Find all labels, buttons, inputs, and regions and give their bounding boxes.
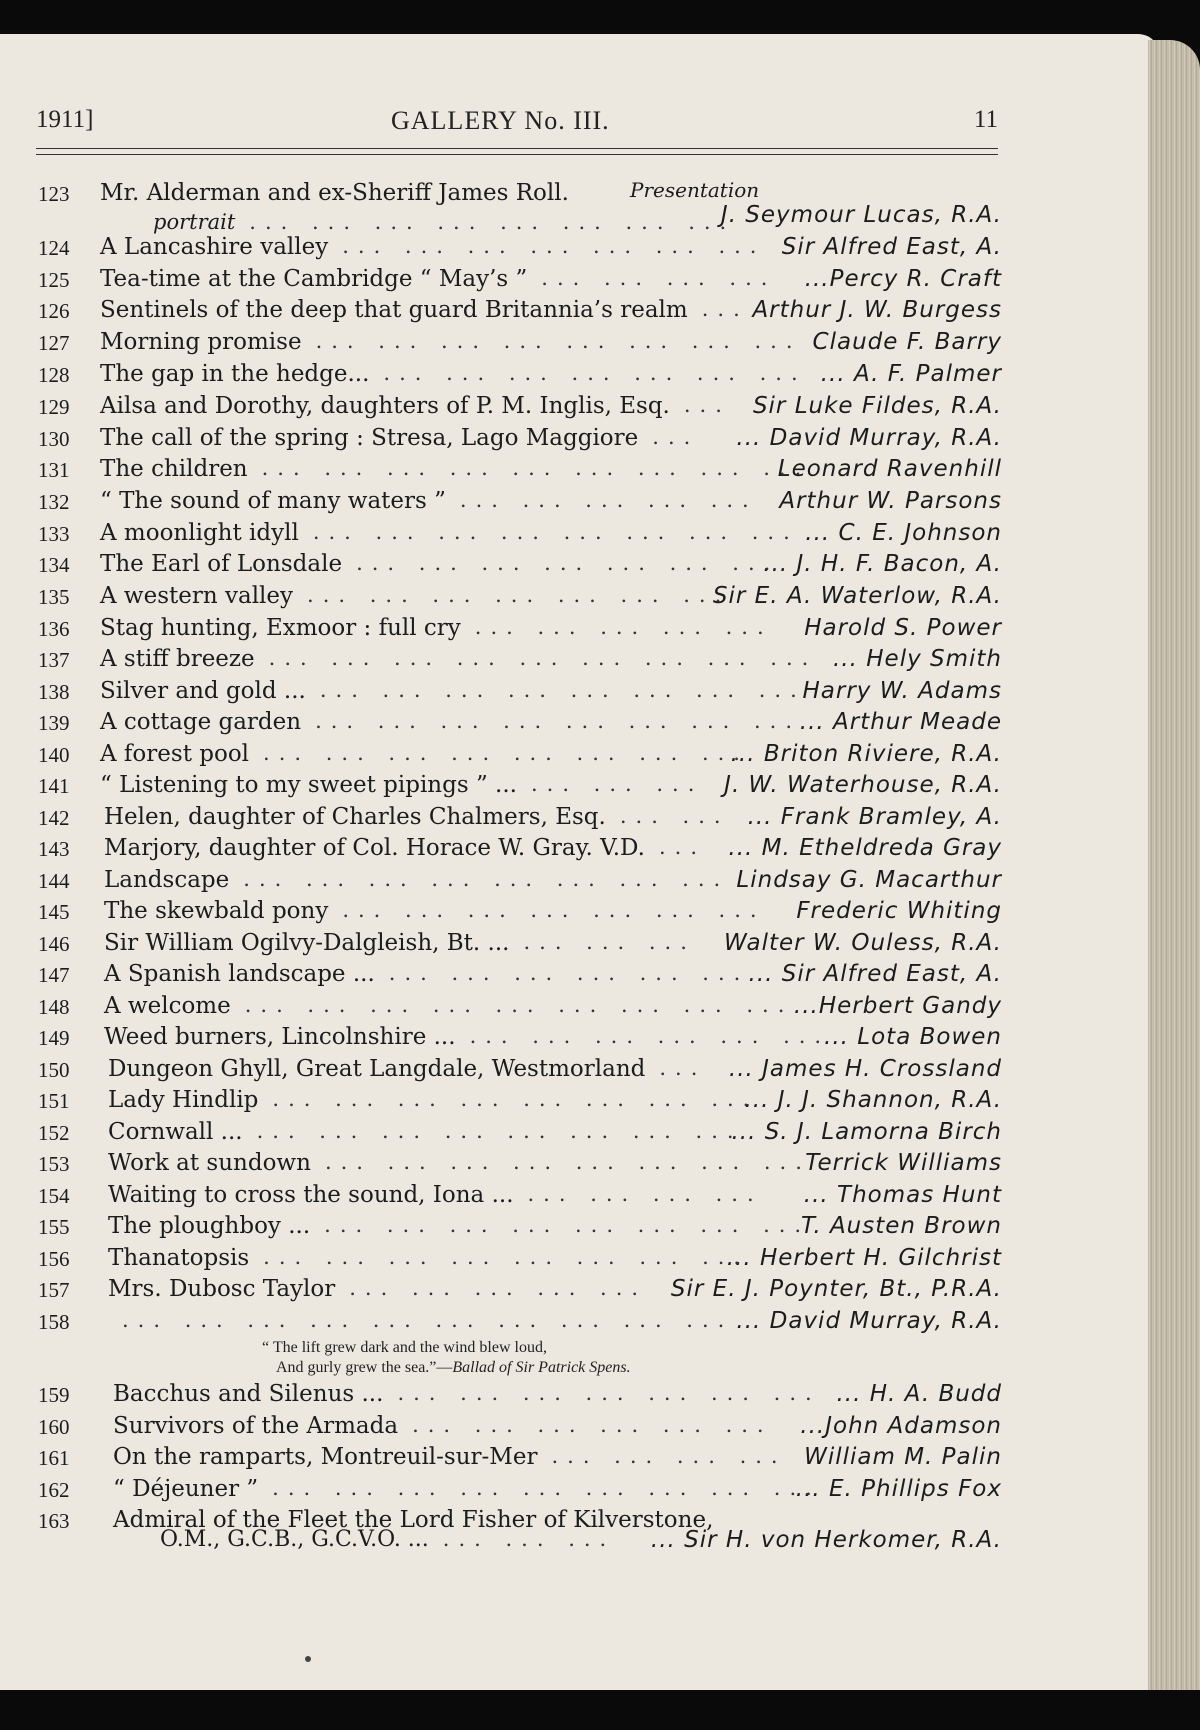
catalogue-entry [38, 329, 1002, 359]
entry-title: Morning promise [100, 329, 302, 355]
catalogue-entry [38, 898, 1002, 928]
leader-dots: ... ... ... ... ... ... ... ... [315, 329, 802, 353]
entry-artist: ... Herbert H. Gilchrist [726, 1245, 1002, 1271]
entry-artist: ... James H. Crossland [728, 1056, 1002, 1082]
entry-artist: ... C. E. Johnson [805, 520, 1002, 546]
entry-artist: Walter W. Ouless, R.A. [724, 930, 1002, 956]
entry-title: A Spanish landscape ... [104, 961, 375, 987]
leader-dots: ... [652, 425, 700, 449]
entry-title: Bacchus and Silenus ... [113, 1381, 384, 1407]
entry-title: The call of the spring : Stresa, Lago Maggiore [100, 425, 639, 451]
entry-artist: ... Arthur Meade [799, 709, 1002, 735]
entry-title: Landscape [104, 867, 230, 893]
leader-dots: ... ... ... ... ... ... ... ... ... [272, 1476, 821, 1500]
catalogue-entry [38, 456, 1002, 486]
entry-artist: ... David Murray, R.A. [736, 1308, 1002, 1334]
entry-note: Presentation [630, 178, 760, 202]
catalogue-entry [38, 1119, 1002, 1149]
entry-title: A moonlight idyll [100, 520, 299, 546]
leader-dots: ... ... ... ... [541, 266, 777, 290]
entry-title: Sir William Ogilvy-Dalgleish, Bt. ... [104, 930, 510, 956]
leader-dots: ... ... ... ... ... ... ... ... [272, 1087, 759, 1111]
leader-dots: ... ... ... ... ... ... ... ... [263, 741, 749, 765]
entry-artist: ... J. H. F. Bacon, A. [763, 551, 1002, 577]
leader-dots: ... ... ... ... ... ... ... [307, 583, 731, 607]
leader-dots: ... [701, 297, 749, 321]
entry-number: 134 [38, 553, 70, 577]
leader-dots: ... ... ... ... ... ... [412, 1413, 773, 1437]
entry-number: 149 [38, 1026, 70, 1050]
entry-number: 125 [38, 268, 70, 292]
entry-artist: ... M. Etheldreda Gray [728, 835, 1002, 861]
leader-dots: ... ... ... ... ... ... ... ... [312, 520, 799, 544]
entry-title: “ The sound of many waters ” [100, 488, 446, 514]
catalogue-entry [38, 1413, 1002, 1443]
leader-dots: ... [658, 835, 706, 859]
entry-title: On the ramparts, Montreuil-sur-Mer [113, 1444, 538, 1470]
entry-title: Stag hunting, Exmoor : full cry [100, 615, 461, 641]
entry-number: 157 [38, 1278, 70, 1302]
leader-dots: ... ... ... ... ... ... ... ... [324, 1150, 811, 1174]
leader-dots: ... ... ... ... ... ... ... ... [249, 210, 736, 234]
leader-dots: ... ... ... [442, 1527, 616, 1551]
entry-title: Admiral of the Fleet the Lord Fisher of Kilverstone, [113, 1507, 714, 1533]
entry-subtitle: portrait [153, 210, 236, 234]
catalogue-entry [38, 1245, 1002, 1275]
catalogue-entry [38, 1507, 1002, 1553]
catalogue-entry [38, 1150, 1002, 1180]
header-title: GALLERY No. III. [391, 106, 610, 135]
entry-number: 136 [38, 617, 70, 641]
catalogue-entry [38, 993, 1002, 1023]
leader-dots: ... ... ... ... ... ... ... ... [324, 1213, 811, 1237]
entry-title: Dungeon Ghyll, Great Langdale, Westmorland [108, 1056, 646, 1082]
entry-number: 138 [38, 680, 70, 704]
entry-number: 140 [38, 743, 70, 767]
entry-subtitle: O.M., G.C.B., G.C.V.O. ... [160, 1527, 429, 1552]
entry-artist: Terrick Williams [805, 1150, 1002, 1176]
entry-artist: Harry W. Adams [802, 678, 1002, 704]
entry-artist: ...Herbert Gandy [793, 993, 1002, 1019]
catalogue-entry [38, 709, 1002, 739]
leader-dots: ... ... ... ... ... ... ... ... ... [268, 646, 818, 670]
entry-number: 135 [38, 585, 70, 609]
header-rule [36, 148, 998, 155]
entry-artist: ... J. J. Shannon, R.A. [744, 1087, 1002, 1113]
entry-title: Mr. Alderman and ex-Sheriff James Roll. [100, 180, 569, 206]
entry-number: 132 [38, 490, 70, 514]
entry-number: 124 [38, 236, 70, 260]
entry-artist: Lindsay G. Macarthur [736, 867, 1002, 893]
leader-dots: ... ... ... ... ... ... [388, 961, 750, 985]
entry-artist: ... S. J. Lamorna Birch [731, 1119, 1002, 1145]
catalogue-entry [38, 1476, 1002, 1506]
entry-artist: ... Sir H. von Herkomer, R.A. [650, 1527, 1002, 1553]
entry-artist: William M. Palin [804, 1444, 1002, 1470]
entry-title: Work at sundown [108, 1150, 311, 1176]
leader-dots: ... ... ... ... ... ... ... ... ... [244, 993, 794, 1017]
entry-artist: ... H. A. Budd [836, 1381, 1002, 1407]
entry-number: 133 [38, 522, 70, 546]
entry-number: 159 [38, 1383, 70, 1407]
leader-dots: ... ... ... [523, 930, 696, 954]
leader-dots: ... ... ... ... [551, 1444, 787, 1468]
leader-dots: ... [659, 1056, 707, 1080]
page-number: 11 [973, 106, 998, 133]
entry-artist: ...Percy R. Craft [804, 266, 1002, 292]
quote-block [262, 1338, 712, 1378]
entry-number: 131 [38, 458, 70, 482]
entry-title: “ Déjeuner ” [113, 1476, 259, 1502]
catalogue-entry [38, 1308, 1002, 1338]
catalogue-entry [38, 615, 1002, 645]
entry-number: 155 [38, 1215, 70, 1239]
catalogue-entry [38, 488, 1002, 518]
entry-artist: Sir E. J. Poynter, Bt., P.R.A. [670, 1276, 1002, 1302]
entry-artist: ... Frank Bramley, A. [747, 804, 1002, 830]
leader-dots: ... ... ... ... [527, 1182, 763, 1206]
entry-number: 143 [38, 837, 70, 861]
entry-number: 147 [38, 963, 70, 987]
leader-dots: ... ... ... ... ... ... ... ... [319, 678, 806, 702]
entry-title: Thanatopsis [108, 1245, 250, 1271]
entry-title: Lady Hindlip [108, 1087, 259, 1113]
entry-artist: ... Hely Smith [833, 646, 1002, 672]
catalogue-entry [38, 835, 1002, 865]
catalogue-entry [38, 178, 1002, 234]
catalogue-entry [38, 772, 1002, 802]
catalogue-entry [38, 297, 1002, 327]
catalogue-entry [38, 804, 1002, 834]
entry-number: 158 [38, 1310, 70, 1334]
catalogue-entry [38, 1213, 1002, 1243]
entry-title: Survivors of the Armada [113, 1413, 399, 1439]
entry-artist: ... E. Phillips Fox [795, 1476, 1002, 1502]
leader-dots: ... ... ... ... ... ... ... ... [315, 709, 802, 733]
catalogue-entry [38, 361, 1002, 391]
catalogue-entry [38, 266, 1002, 296]
entry-number: 156 [38, 1247, 70, 1271]
leader-dots: ... ... ... ... ... ... ... [397, 1381, 821, 1405]
catalogue-entry [38, 646, 1002, 676]
entry-title: A welcome [104, 993, 231, 1019]
catalogue-entry [38, 1444, 1002, 1474]
entry-artist: ... Briton Riviere, R.A. [730, 741, 1002, 767]
entry-number: 144 [38, 869, 70, 893]
catalogue-entry [38, 930, 1002, 960]
entry-number: 129 [38, 395, 70, 419]
leader-dots: ... ... ... ... ... ... ... ... [256, 1119, 743, 1143]
entry-artist: ... Lota Bowen [824, 1024, 1002, 1050]
entry-artist: ...John Adamson [800, 1413, 1002, 1439]
entry-number: 142 [38, 806, 70, 830]
leader-dots: ... ... [619, 804, 730, 828]
entry-number: 151 [38, 1089, 70, 1113]
leader-dots: ... ... ... ... ... ... ... ... [243, 867, 730, 891]
entry-artist: Harold S. Power [804, 615, 1002, 641]
catalogue-entry [38, 234, 1002, 264]
catalogue-entry [38, 741, 1002, 771]
entry-title: The skewbald pony [104, 898, 329, 924]
entry-number: 145 [38, 900, 70, 924]
entry-artist: Leonard Ravenhill [777, 456, 1002, 482]
leader-dots: ... ... ... ... ... ... ... [383, 361, 807, 385]
catalogue-entry [38, 1381, 1002, 1411]
leader-dots: ... ... ... ... ... [474, 615, 773, 639]
catalogue-entry [38, 867, 1002, 897]
entry-title: A cottage garden [100, 709, 302, 735]
entry-artist: ... A. F. Palmer [820, 361, 1002, 387]
catalogue-entry [38, 1182, 1002, 1212]
entry-artist: Arthur J. W. Burgess [752, 297, 1002, 323]
entry-number: 161 [38, 1446, 70, 1470]
entry-number: 123 [38, 182, 70, 206]
entry-title: The gap in the hedge... [100, 361, 370, 387]
entry-title: Marjory, daughter of Col. Horace W. Gray. V.D. [104, 835, 645, 861]
entry-title: Helen, daughter of Charles Chalmers, Esq. [104, 804, 606, 830]
entry-title: The Earl of Lonsdale [100, 551, 343, 577]
entry-title: Mrs. Dubosc Taylor [108, 1276, 336, 1302]
leader-dots: ... ... ... ... ... ... ... [342, 234, 766, 258]
leader-dots: ... ... ... ... ... ... ... [356, 551, 780, 575]
leader-dots: ... ... ... ... ... ... ... [342, 898, 766, 922]
running-head [36, 106, 998, 142]
entry-title: A forest pool [100, 741, 250, 767]
entry-artist: T. Austen Brown [801, 1213, 1002, 1239]
entry-artist: Frederic Whiting [796, 898, 1002, 924]
catalogue-entry [38, 1056, 1002, 1086]
catalogue-entry [38, 678, 1002, 708]
entry-number: 162 [38, 1478, 70, 1502]
catalogue-entry [38, 425, 1002, 455]
entry-number: 154 [38, 1184, 70, 1208]
entry-number: 160 [38, 1415, 70, 1439]
entry-artist: ... David Murray, R.A. [736, 425, 1002, 451]
entry-artist: ... Sir Alfred East, A. [748, 961, 1002, 987]
entry-title: Tea-time at the Cambridge “ May’s ” [100, 266, 528, 292]
entry-artist: J. W. Waterhouse, R.A. [724, 772, 1002, 798]
entry-number: 141 [38, 774, 70, 798]
entry-artist: ... Thomas Hunt [803, 1182, 1002, 1208]
entry-number: 137 [38, 648, 70, 672]
ink-smudge [305, 1656, 311, 1662]
entry-artist: Sir Alfred East, A. [781, 234, 1002, 260]
leader-dots: ... ... ... [530, 772, 704, 796]
entry-number: 148 [38, 995, 70, 1019]
entry-title: “ Listening to my sweet pipings ” ... [100, 772, 517, 798]
entry-title: Ailsa and Dorothy, daughters of P. M. Inglis, Esq. [100, 393, 670, 419]
header-year: 1911] [36, 106, 94, 133]
entry-number: 126 [38, 299, 70, 323]
entry-number: 146 [38, 932, 70, 956]
entry-artist: Claude F. Barry [812, 329, 1002, 355]
leader-dots: ... ... ... ... ... ... [469, 1024, 831, 1048]
page-edges [1148, 40, 1200, 1690]
leader-dots: ... ... ... ... ... ... ... ... [263, 1245, 750, 1269]
leader-dots: ... ... ... ... ... [349, 1276, 648, 1300]
entry-number: 139 [38, 711, 70, 735]
catalogue-entry [38, 393, 1002, 423]
entry-number: 130 [38, 427, 70, 451]
entry-title: Silver and gold ... [100, 678, 306, 704]
entry-number: 128 [38, 363, 70, 387]
catalogue-entry [38, 583, 1002, 613]
entry-artist: Sir Luke Fildes, R.A. [752, 393, 1002, 419]
leader-dots: ... [683, 393, 731, 417]
quote-line-2: And gurly grew the sea.”— [276, 1359, 453, 1376]
entry-title: Waiting to cross the sound, Iona ... [108, 1182, 514, 1208]
entry-title: The children [100, 456, 248, 482]
entry-title: A stiff breeze [100, 646, 255, 672]
entry-title: A Lancashire valley [100, 234, 329, 260]
entry-artist: Arthur W. Parsons [779, 488, 1002, 514]
catalogue-entry [38, 1087, 1002, 1117]
leader-dots: ... ... ... ... ... ... ... ... ... [261, 456, 811, 480]
catalogue-entry [38, 551, 1002, 581]
entry-title: Weed burners, Lincolnshire ... [104, 1024, 456, 1050]
quote-source: Ballad of Sir Patrick Spens. [452, 1359, 631, 1376]
leader-dots: ... ... ... ... ... [459, 488, 758, 512]
entry-number: 127 [38, 331, 70, 355]
entry-title: Sentinels of the deep that guard Britannia’s realm [100, 297, 688, 323]
entry-number: 150 [38, 1058, 70, 1082]
entry-number: 163 [38, 1509, 70, 1533]
entry-title: A western valley [100, 583, 294, 609]
catalogue-entry [38, 961, 1002, 991]
entry-title: The ploughboy ... [108, 1213, 311, 1239]
entry-number: 152 [38, 1121, 70, 1145]
entry-artist: Sir E. A. Waterlow, R.A. [712, 583, 1002, 609]
entry-artist: J. Seymour Lucas, R.A. [720, 202, 1002, 228]
quote-line-1: “ The lift grew dark and the wind blew loud, [262, 1339, 547, 1356]
entry-title: Cornwall ... [108, 1119, 243, 1145]
leader-dots: ... ... ... ... ... ... ... ... ... ... [122, 1308, 734, 1332]
catalogue-entry [38, 1276, 1002, 1306]
entry-number: 153 [38, 1152, 70, 1176]
catalogue-entry [38, 1024, 1002, 1054]
catalogue-entry [38, 520, 1002, 550]
